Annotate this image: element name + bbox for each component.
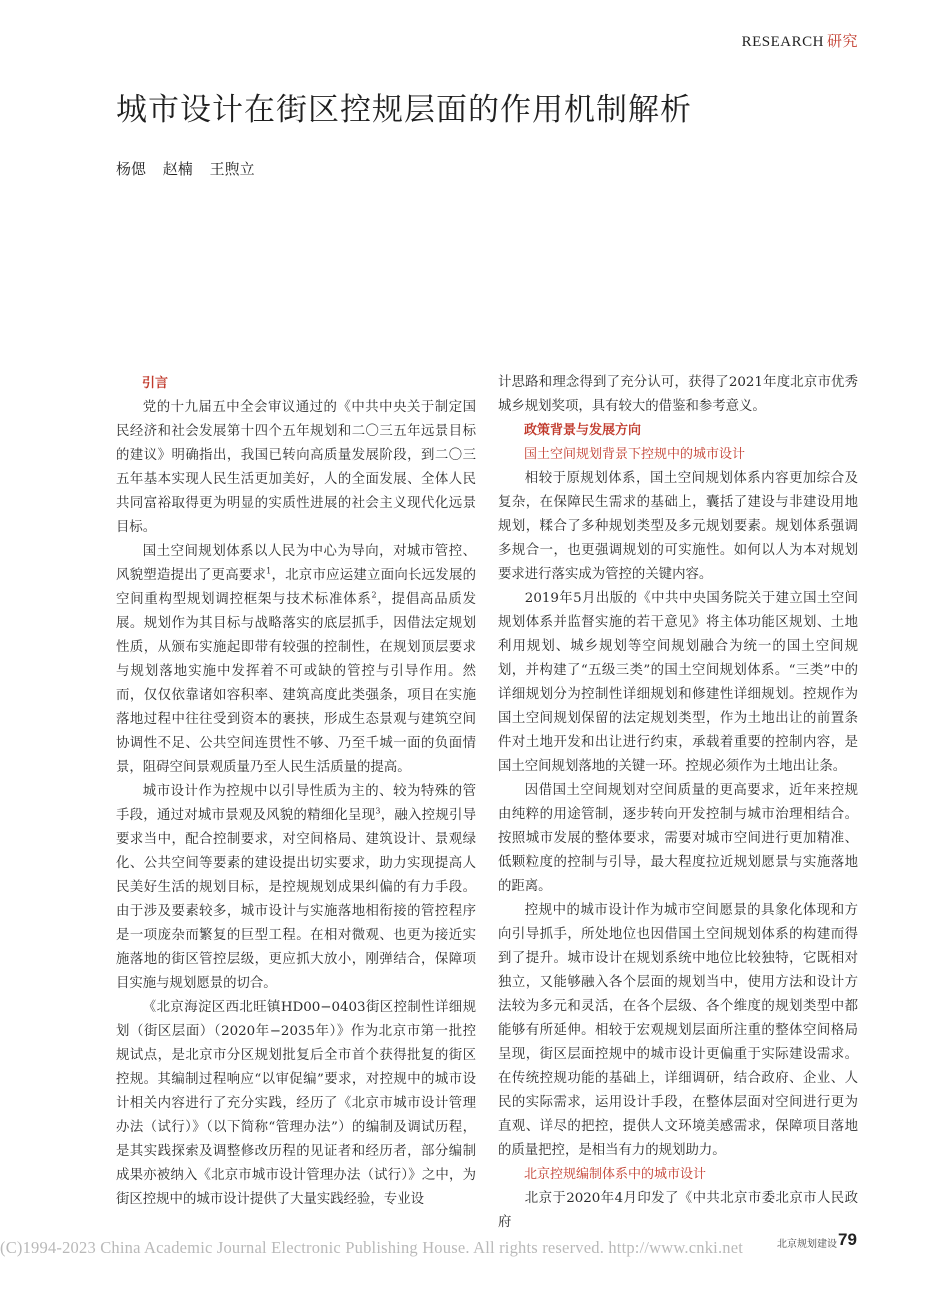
body-paragraph: 相较于原规划体系，国土空间规划体系内容更加综合及复杂，在保障民生需求的基础上，囊括了建设与非建设用地规划，糅合了多种规划类型及多元规划要素。规划体系强调多规合一，也更强调规划的可实施性。如何以人为本对规划要求进行落实成为管控的关键内容。 [498, 471, 858, 582]
body-paragraph [116, 780, 476, 996]
body-paragraph [116, 540, 476, 780]
footnote-ref: 3 [375, 806, 381, 816]
intro-heading: 引言 [142, 376, 169, 391]
text-run: 城市设计作为控规中以引导性质为主的、较为特殊的管手段，通过对城市景观及风貌的精细化呈现 [116, 784, 476, 823]
footnote-ref: 2 [371, 590, 377, 600]
text-run: 国土空间规划体系以人民为中心为导向，对城市管控、风貌塑造提出了更高要求 [116, 544, 476, 583]
subsection-heading: 北京控规编制体系中的城市设计 [524, 1167, 707, 1182]
footnote-ref: 1 [266, 566, 272, 576]
body-paragraph: 计思路和理念得到了充分认可，获得了2021年度北京市优秀城乡规划奖项，具有较大的借鉴和参考意义。 [498, 375, 858, 414]
author-name: 王煦立 [209, 160, 255, 178]
text-run: ，北京市应运建立面向长远发展的空间重构型规划调控框架与技术标准体系 [116, 568, 477, 607]
page-number: 79 [838, 1230, 857, 1249]
journal-name: 北京规划建设 [777, 1239, 837, 1250]
text-run: ，提倡高品质发展。规划作为其目标与战略落实的底层抓手，因借法定规划性质，从颁布实施起即带有较强的控制性，在规划顶层要求与规划落地实施中发挥着不可或缺的管控与引导作用。然而，仅仅依靠诸如容积率、建筑高度此类强条，项目在实施落地过程中往往受到资本的裹挟，形成生态景观与建筑空间协调性不足、公共空间连贯性不够、乃至千城一面的负面情景，阻碍空间景观质量乃至人民生活质量的提高。 [116, 592, 476, 775]
body-paragraph: 《北京海淀区西北旺镇HD00−0403街区控制性详细规划（街区层面）（2020年−2035年）》作为北京市第一批控规试点，是北京市分区规划批复后全市首个获得批复的街区控规。其编制过程响应“以审促编”要求，对控规中的城市设计相关内容进行了充分实践，经历了《北京市城市设计管理办法（试行）》（以下简称“管理办法”）的编制及调试历程，是其实践探索及调整修改历程的见证者和经历者，部分编制成果亦被纳入《北京市城市设计管理办法（试行）》之中，为街区控规中的城市设计提供了大量实践经验，专业设 [116, 1000, 476, 1207]
body-paragraph: 北京于2020年4月印发了《中共北京市委北京市人民政府 [498, 1191, 858, 1230]
section-heading: 政策背景与发展方向 [524, 423, 642, 438]
left-column [116, 372, 476, 1212]
section-tag-cn: 研究 [826, 32, 858, 50]
text-run: ，融入控规引导要求当中，配合控制要求，对空间格局、建筑设计、景观绿化、公共空间等要素的建设提出切实要求，助力实现提高人民美好生活的规划目标，是控规规划成果纠偏的有力手段。由于涉及要素较多，城市设计与实施落地相衔接的管控程序是一项庞杂而繁复的巨型工程。在相对微观、也更为接近实施落地的街区管控层级，更应抓大放小，刚弹结合，保障项目实施与规划愿景的切合。 [116, 808, 477, 991]
right-column [498, 371, 858, 1235]
subsection-heading: 国土空间规划背景下控规中的城市设计 [524, 447, 746, 462]
author-name: 赵楠 [162, 160, 193, 178]
section-tag [742, 30, 858, 51]
article-title: 城市设计在街区控规层面的作用机制解析 [116, 92, 692, 128]
body-paragraph: 因借国土空间规划对空间质量的更高要求，近年来控规由纯粹的用途管制，逐步转向开发控制与城市治理相结合。按照城市发展的整体要求，需要对城市空间进行更加精准、低颗粒度的控制与引导，最大程度拉近规划愿景与实施落地的距离。 [498, 783, 858, 894]
body-paragraph: 2019年5月出版的《中共中央国务院关于建立国土空间规划体系并监督实施的若干意见》将主体功能区规划、土地利用规划、城乡规划等空间规划融合为统一的国土空间规划，并构建了“五级三类”的国土空间规划体系。“三类”中的详细规划分为控制性详细规划和修建性详细规划。控规作为国土空间规划保留的法定规划类型，作为土地出让的前置条件对土地开发和出让进行约束，承载着重要的控制内容，是国土空间规划落地的关键一环。控规必须作为土地出让条。 [498, 591, 858, 774]
body-paragraph: 党的十九届五中全会审议通过的《中共中央关于制定国民经济和社会发展第十四个五年规划和二〇三五年远景目标的建议》明确指出，我国已转向高质量发展阶段，到二〇三五年基本实现人民生活更加美好，人的全面发展、全体人民共同富裕取得更为明显的实质性进展的社会主义现代化远景目标。 [116, 400, 476, 535]
body-paragraph: 控规中的城市设计作为城市空间愿景的具象化体现和方向引导抓手，所处地位也因借国土空间规划体系的构建而得到了提升。城市设计在规划系统中地位比较独特，它既相对独立，又能够融入各个层面的规划当中，使用方法和设计方法较为多元和灵活，在各个层级、各个维度的规划类型中都能够有所延伸。相较于宏观规划层面所注重的整体空间格局呈现，街区层面控规中的城市设计更偏重于实际建设需求。在传统控规功能的基础上，详细调研，结合政府、企业、人民的实际需求，运用设计手段，在整体层面对空间进行更为直观、详尽的把控，提供人文环境美感需求，保障项目落地的质量把控，是相当有力的规划助力。 [498, 903, 858, 1158]
section-tag-en: RESEARCH [741, 34, 824, 50]
copyright-watermark: (C)1994-2023 China Academic Journal Electronic Publishing House. All rights reserved. http://www.cnki.net [0, 1238, 744, 1257]
author-list [116, 158, 267, 179]
author-name: 杨偲 [116, 160, 147, 178]
